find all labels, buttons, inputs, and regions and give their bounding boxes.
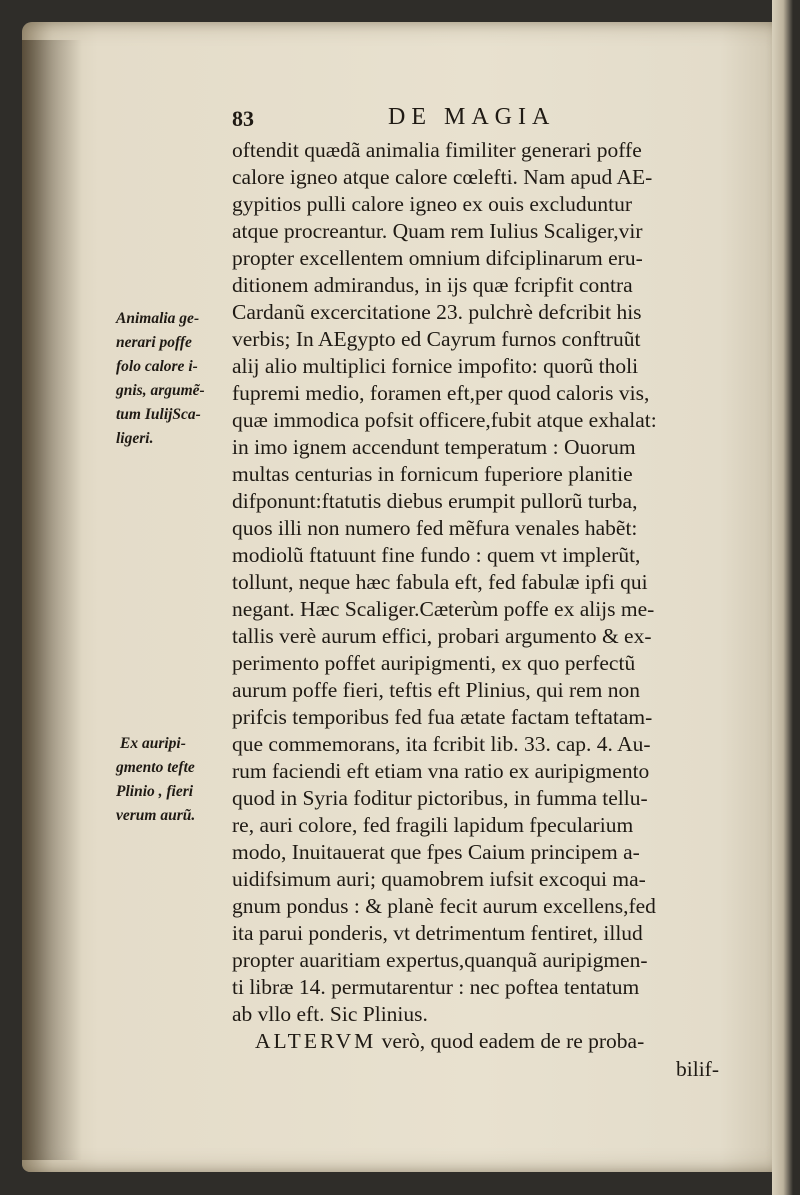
body-line: gnum pondus : & planè fecit aurum excellens,fed [232,894,656,918]
body-line: quod in Syria foditur pictoribus, in fumma tellu- [232,786,648,810]
paragraph-start-line [255,1028,644,1055]
margin-note-line: gmento tefte [116,759,195,776]
body-line: negant. Hæc Scaliger.Cæterùm poffe ex alijs me- [232,597,655,621]
body-line: atque procreantur. Quam rem Iulius Scaliger,vir [232,219,643,243]
body-line: in imo ignem accendunt temperatum : Ouorum [232,435,636,459]
body-line: que commemorans, ita fcribit lib. 33. cap. 4. Au- [232,732,651,756]
body-line: re, auri colore, fed fragili lapidum fpecularium [232,813,634,837]
body-line: modo, Inuitauerat que fpes Caium principem a- [232,840,640,864]
body-line: verbis; In AEgypto ed Cayrum furnos conftruũt [232,327,641,351]
margin-note-line: Animalia ge- [116,310,200,327]
margin-note-line: gnis, argumẽ- [116,382,205,399]
small-caps-word: ALTERVM [255,1029,377,1053]
body-line: ti libræ 14. permutarentur : nec poftea tentatum [232,975,640,999]
body-line: Cardanũ excercitatione 23. pulchrè defcribit his [232,300,642,324]
body-line: ditionem admirandus, in ijs quæ fcripfit contra [232,273,633,297]
running-title: DE MAGIA [388,104,556,130]
body-line: prifcis temporibus fed fua ætate factam teftatam- [232,705,653,729]
body-line: tallis verè aurum effici, probari argumento & ex- [232,624,652,648]
body-line: uidifsimum auri; quamobrem iufsit excoqui ma- [232,867,646,891]
body-line: difponunt:ftatutis diebus erumpit pullorũ turba, [232,489,638,513]
page-number: 83 [232,106,254,131]
body-line: oftendit quædã animalia fimiliter generari poffe [232,138,642,162]
margin-note-line: nerari poffe [116,334,192,351]
body-line: ita parui ponderis, vt detrimentum fentiret, illud [232,921,643,945]
margin-note-line: Ex auripi- [120,735,186,752]
body-line: rum faciendi eft etiam vna ratio ex auripigmento [232,759,650,783]
running-header [232,104,752,138]
catchword: bilif- [676,1057,719,1081]
margin-note-line: verum aurũ. [116,807,196,824]
body-line: aurum poffe fieri, teftis eft Plinius, qui rem non [232,678,641,702]
body-line: propter auaritiam expertus,quanquã auripigmen- [232,948,648,972]
body-line: modiolũ ftatuunt fine fundo : quem vt implerũt, [232,543,641,567]
body-line: propter excellentem omnium difciplinarum eru- [232,246,643,270]
body-line: tollunt, neque hæc fabula eft, fed fabulæ ipfi qui [232,570,648,594]
margin-note-line: ligeri. [116,430,154,447]
body-line: calore igneo atque calore cœlefti. Nam apud AE- [232,165,653,189]
body-line: quæ immodica pofsit officere,fubit atque exhalat: [232,408,657,432]
body-line: multas centurias in fornicum fuperiore planitie [232,462,633,486]
body-line: quos illi non numero fed mẽfura venales habẽt: [232,516,638,540]
margin-note-line: Plinio , fieri [116,783,194,800]
paragraph-line-text: verò, quod eadem de re proba- [381,1029,645,1053]
margin-note-line: folo calore i- [116,358,198,375]
margin-note-line: tum IulijSca- [116,406,201,423]
body-line: ab vllo eft. Sic Plinius. [232,1002,428,1026]
body-line: alij alio multiplici fornice impofito: quorũ tholi [232,354,639,378]
body-line: gypitios pulli calore igneo ex ouis excluduntur [232,192,633,216]
body-line: fupremi medio, foramen eft,per quod caloris vis, [232,381,650,405]
body-line: perimento poffet auripigmenti, ex quo perfectũ [232,651,636,675]
